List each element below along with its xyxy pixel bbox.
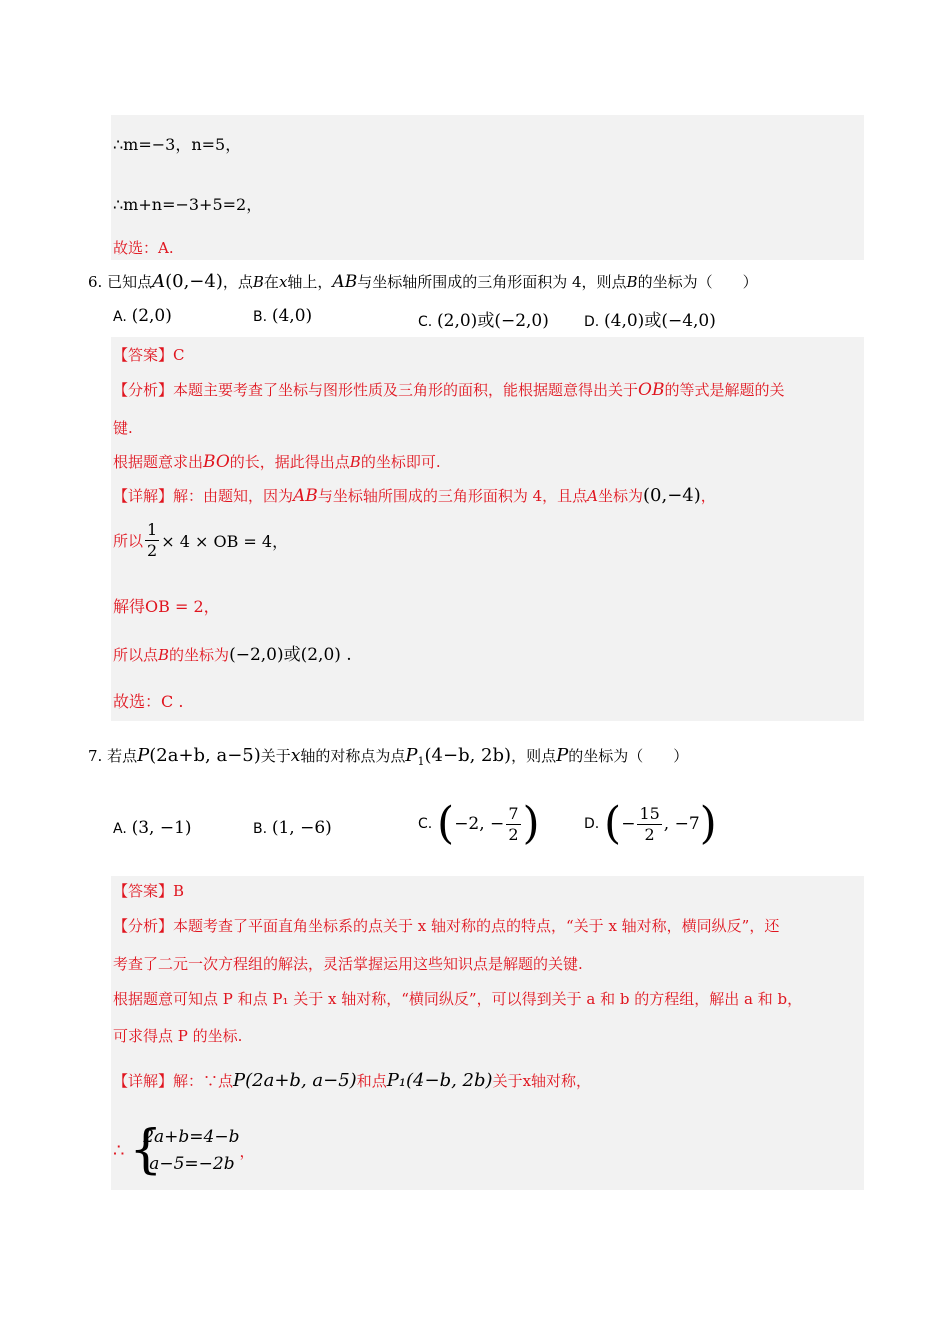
q7-eq1: 2a+b=4−b: [143, 1127, 240, 1147]
q7-option-b-text: (1, −6): [271, 818, 332, 838]
q7-option-d-den: 2: [644, 824, 655, 844]
q7-option-c-pre: −2, −: [454, 814, 505, 834]
q7-analysis-line-2: 考查了二元一次方程组的解法，灵活掌握运用这些知识点是解题的关键.: [113, 955, 583, 973]
q7-analysis-line-1: [113, 915, 779, 936]
q7-eq-end: ，: [239, 1142, 255, 1161]
q7-number: 7.: [88, 747, 103, 765]
q6-analysis-4a: 根据题意求出: [113, 453, 204, 471]
q6-stem-a: 已知点: [107, 273, 153, 291]
q7-detail-line-2: [113, 1120, 255, 1180]
q7-option-a-label: A.: [113, 821, 127, 837]
q6-detail-1coord: (0,−4): [643, 485, 701, 506]
q6-detail-4a: 所以点: [113, 646, 159, 664]
q6-option-d[interactable]: [584, 306, 716, 331]
q7-stem-c: 轴的对称点为点: [300, 747, 406, 765]
q7-stem: [88, 745, 688, 768]
q7-point-p2: P: [556, 745, 569, 766]
q6-option-d-text: (4,0)或(−4,0): [604, 311, 716, 331]
q6-point-b: B: [252, 273, 264, 291]
q7-option-a-text: (3, −1): [131, 818, 192, 838]
q6-option-a-label: A.: [113, 309, 127, 325]
q7-detail-1c: 和点: [356, 1072, 387, 1090]
q7-therefore: ∴: [113, 1140, 125, 1162]
q6-stem-d: 轴上，: [287, 273, 333, 291]
q7-analysis-line-4: 可求得点 P 的坐标.: [113, 1027, 243, 1045]
q7-sub1: 1: [417, 755, 425, 768]
q7-option-c[interactable]: [418, 798, 540, 849]
q6-detail-line-3: 解得OB = 2，: [113, 597, 220, 616]
q7-coord-p1: (4−b, 2b): [424, 745, 512, 766]
q7-option-d-lparen: (: [604, 798, 622, 849]
q6-option-b-label: B.: [253, 309, 268, 325]
q6-detail-4coord: (−2,0)或(2,0) .: [229, 645, 352, 665]
q7-equation-system: [129, 1120, 240, 1180]
prev-line-3: 故选：A.: [113, 239, 174, 257]
q6-option-c-label: C.: [418, 314, 433, 330]
q6-detail-line-4: [113, 640, 352, 665]
q6-detail-4b: 的坐标为: [169, 646, 230, 664]
q6-fraction-den: 2: [147, 541, 158, 560]
q6-answer: 【答案】C: [113, 346, 185, 364]
q6-analysis-4b: 的长，据此得出点: [229, 453, 350, 471]
q7-detail-1d: P₁(4−b, 2b): [386, 1070, 493, 1091]
q6-detail-1seg: AB: [293, 486, 318, 506]
q7-stem-b: 关于: [260, 747, 291, 765]
q6-detail-1pt: A: [587, 487, 598, 505]
q7-point-p1: P: [405, 745, 418, 766]
q7-option-c-num: 7: [508, 803, 519, 823]
q7-detail-line-1: [113, 1070, 591, 1091]
q7-option-c-label: C.: [418, 816, 433, 832]
q7-coord-p: (2a+b, a−5): [149, 745, 261, 766]
q7-analysis-tag: 【分析】: [113, 917, 174, 935]
q6-option-a[interactable]: [113, 306, 172, 326]
q6-stem-c: 在: [263, 273, 279, 291]
q6-option-b[interactable]: [253, 306, 312, 326]
q7-point-p: P: [137, 745, 150, 766]
q7-answer: 【答案】B: [113, 882, 185, 900]
q7-option-d-post: , −7: [663, 814, 700, 834]
q7-option-d[interactable]: [584, 798, 717, 849]
q6-number: 6.: [88, 273, 103, 291]
q7-detail-1a: 解：∵点: [173, 1072, 234, 1090]
q6-detail-1c: 坐标为: [597, 487, 643, 505]
q7-system-brace: {: [129, 1120, 163, 1180]
q6-axis: x: [278, 273, 288, 291]
prev-line-2: ∴m+n=−3+5=2，: [113, 195, 263, 214]
q6-detail-1d: ，: [700, 487, 716, 505]
q7-option-d-pre: −: [621, 814, 636, 834]
q6-option-b-text: (4,0): [271, 306, 313, 326]
q6-analysis-text-2: 的等式是解题的关: [664, 381, 785, 399]
q7-analysis-line-3: 根据题意可知点 P 和点 P₁ 关于 x 轴对称，“横同纵反”，可以得到关于 a 和 b 的方程组，解出 a 和 b，: [113, 990, 803, 1008]
q7-option-d-rparen: ): [699, 798, 717, 849]
q7-option-c-frac: [506, 804, 520, 845]
q7-option-c-lparen: (: [437, 798, 455, 849]
q7-option-d-num: 15: [639, 803, 660, 823]
q6-detail-1b: 与坐标轴所围成的三角形面积为 4，且点: [317, 487, 588, 505]
q6-analysis-4seg: BO: [203, 452, 230, 472]
q6-option-d-label: D.: [584, 314, 600, 330]
q6-analysis-4c: 的坐标即可.: [360, 453, 441, 471]
q7-detail-1b: P(2a+b, a−5): [233, 1070, 357, 1091]
q6-detail-1a: 解：由题知，因为: [173, 487, 294, 505]
q6-detail-2b: × 4 × OB = 4，: [161, 532, 289, 551]
q6-option-c-text: (2,0)或(−2,0): [437, 311, 549, 331]
q7-stem-d: ，则点: [511, 747, 557, 765]
prev-line-1: ∴m=−3，n=5，: [113, 135, 242, 154]
q7-option-d-label: D.: [584, 816, 600, 832]
q6-seg: AB: [332, 272, 358, 292]
q7-stem-e: 的坐标为（ ）: [568, 747, 689, 765]
q7-option-b-label: B.: [253, 821, 268, 837]
q6-analysis-line-2: 键.: [113, 419, 133, 437]
q6-fraction: [145, 520, 159, 561]
q7-detail-1e: 关于x轴对称，: [492, 1072, 592, 1090]
q7-option-a[interactable]: [113, 818, 192, 838]
q7-axis: x: [290, 746, 301, 766]
q7-detail-tag: 【详解】: [113, 1072, 174, 1090]
q6-stem: [88, 271, 758, 292]
q6-fraction-num: 1: [147, 520, 158, 539]
q6-stem-f: 的坐标为（ ）: [637, 273, 758, 291]
q6-detail-2a: 所以: [113, 532, 144, 550]
q6-analysis-tag: 【分析】: [113, 381, 174, 399]
q6-analysis-line-1: [113, 379, 784, 400]
q7-option-b[interactable]: [253, 818, 332, 838]
q6-analysis-4pt: B: [349, 453, 361, 471]
q6-detail-4pt: B: [158, 646, 170, 664]
q7-eq2: a−5=−2b: [149, 1154, 235, 1174]
q6-coord-a: (0,−4): [165, 271, 223, 292]
q6-stem-b: ，点: [222, 273, 253, 291]
q6-point-b2: B: [626, 273, 638, 291]
q6-option-c[interactable]: [418, 306, 549, 331]
q6-analysis-line-3: [113, 451, 441, 472]
q6-detail-line-1: [113, 485, 716, 506]
q6-analysis-text-1: 本题主要考查了坐标与图形性质及三角形的面积，能根据题意得出关于: [173, 381, 639, 399]
q6-detail-line-2: [113, 520, 288, 561]
q6-detail-tag: 【详解】: [113, 487, 174, 505]
q7-stem-a: 若点: [107, 747, 138, 765]
q6-analysis-seg: OB: [638, 380, 665, 400]
q6-detail-line-5: 故选：C .: [113, 692, 184, 711]
q7-option-c-den: 2: [508, 824, 519, 844]
q6-point-a: A: [152, 271, 166, 292]
q7-analysis-text-1: 本题考查了平面直角坐标系的点关于 x 轴对称的点的特点，“关于 x 轴对称，横同纵反”，还: [173, 917, 780, 935]
q6-stem-e: 与坐标轴所围成的三角形面积为 4，则点: [357, 273, 627, 291]
q6-option-a-text: (2,0): [131, 306, 172, 326]
q7-option-d-frac: [637, 804, 661, 845]
q7-option-c-rparen: ): [522, 798, 540, 849]
